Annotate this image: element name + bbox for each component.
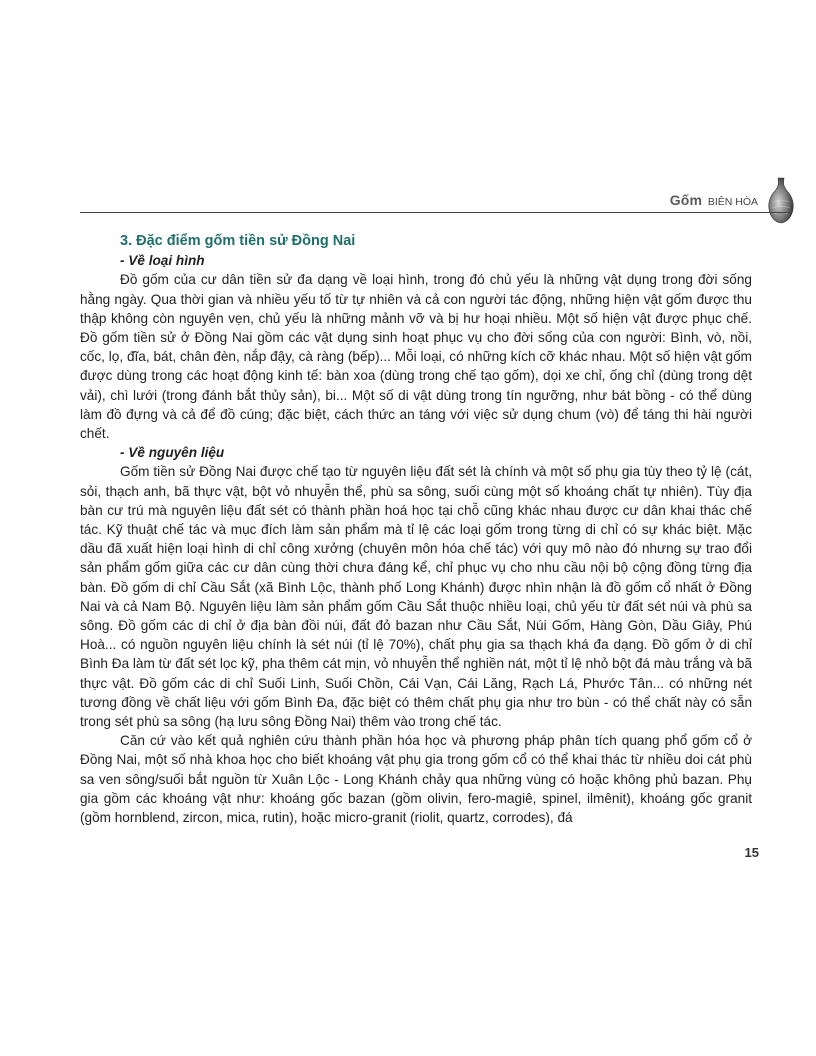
section-heading: 3. Đặc điểm gốm tiền sử Đồng Nai xyxy=(120,233,356,249)
page-number: 15 xyxy=(744,845,759,860)
subheading-material: - Về nguyên liệu xyxy=(120,445,225,461)
book-brand xyxy=(670,192,758,208)
header-rule xyxy=(80,212,792,213)
paragraph-material: Gốm tiền sử Đồng Nai được chế tạo từ nguyên liệu đất sét là chính và một số phụ gia tùy theo tỷ lệ (cát, sỏi, thạch anh, bã thực vật, bột vỏ nhuyễn thể, phù sa sông, suối cùng một số khoáng chất tự nhiên). Tùy địa bàn cư trú mà nguyên liệu đất sét có thành phần hoá học tại chỗ cũng khác nhau được cư dân khai thác chế tác. Kỹ thuật chế tác và mục đích làm sản phẩm mà tỉ lệ các loại gốm trong từng di chỉ có sự khác biệt. Mặc dầu đã xuất hiện loại hình di chỉ công xưởng (chuyên môn hóa chế tác) với quy mô nào đó nhưng sự trao đổi sản phẩm gốm giữa các cư dân cùng thời chưa đáng kể, chỉ phục vụ cho nhu cầu nội bộ cộng đồng từng địa bàn. Đồ gốm di chỉ Cầu Sắt (xã Bình Lộc, thành phố Long Khánh) được nhìn nhận là đồ gốm cổ nhất ở Đồng Nai và cả Nam Bộ. Nguyên liệu làm sản phẩm gốm Cầu Sắt thuộc nhiều loại, chủ yếu từ đất sét núi và phù sa sông. Đồ gốm các di chỉ ở địa bàn đồi núi, đất đỏ bazan như Cầu Sắt, Núi Gốm, Hàng Gòn, Dầu Giây, Phú Hoà... có nguồn nguyên liệu chính là sét núi (tỉ lệ 70%), chất phụ gia sa thạch khá đa dạng. Đồ gốm ở di chỉ Bình Đa làm từ đất sét lọc kỹ, pha thêm cát mịn, vỏ nhuyễn thể nghiền nát, một tỉ lệ nhỏ bột đá màu trắng và bã thực vật. Đồ gốm các di chỉ Suối Linh, Suối Chồn, Cái Vạn, Cái Lăng, Rạch Lá, Phước Tân... có những nét tương đồng về chất liệu với gốm Bình Đa, đặc biệt có thêm chất phụ gia như tro bùn - có thể chất này có sẵn trong sét phù sa sông (hạ lưu sông Đồng Nai) thêm vào trong chế tác. xyxy=(80,464,752,730)
subheading-type: - Về loại hình xyxy=(120,253,205,269)
paragraph-analysis: Căn cứ vào kết quả nghiên cứu thành phần hóa học và phương pháp phân tích quang phổ gốm cổ ở Đồng Nai, một số nhà khoa học cho biết khoáng vật phụ gia trong gốm cổ có thể khai thác từ nhiều doi cát phù sa ven sông/suối bắt nguồn từ Xuân Lộc - Long Khánh chảy qua những vùng có hoặc không phủ bazan. Phụ gia gồm các khoáng vật như: khoáng gốc bazan (gồm olivin, fero-magiê, spinel, ilmênit), khoáng gốc granit (gồm hornblend, zircon, mica, rutin), hoặc micro-granit (riolit, quartz, corrodes), đá xyxy=(80,733,752,826)
paragraph-type: Đồ gốm của cư dân tiền sử đa dạng về loại hình, trong đó chủ yếu là những vật dụng trong đời sống hằng ngày. Qua thời gian và nhiều yếu tố từ tự nhiên và cả con người tác động, những hiện vật gốm được thu thập không còn nguyên vẹn, chủ yếu là những mảnh vỡ và bị hư hoại nhiều. Một số hiện vật được phục chế. Đồ gốm tiền sử ở Đồng Nai gồm các vật dụng sinh hoạt phục vụ cho đời sống của con người: Bình, vò, nồi, cốc, lọ, đĩa, bát, chân đèn, nắp đậy, cà ràng (bếp)... Mỗi loại, có những kích cỡ khác nhau. Một số hiện vật gốm được dùng trong các hoạt động kinh tế: bàn xoa (dùng trong chế tạo gốm), dọi xe chỉ, ống chỉ (dùng trong dệt vải), chì lưới (trong đánh bắt thủy sản), bi... Một số di vật dùng trong tín ngưỡng, như bát bồng - có thể dùng làm đồ đựng và cả để đồ cúng; đặc biệt, cách thức an táng với việc sử dụng chum (vò) để táng thi hài người chết. xyxy=(80,272,752,442)
running-header xyxy=(0,176,816,226)
brand-gom: Gốm xyxy=(669,192,703,208)
page-body xyxy=(80,232,752,827)
vase-icon xyxy=(767,176,795,226)
brand-bien-hoa: BIÊN HÒA xyxy=(707,196,758,208)
